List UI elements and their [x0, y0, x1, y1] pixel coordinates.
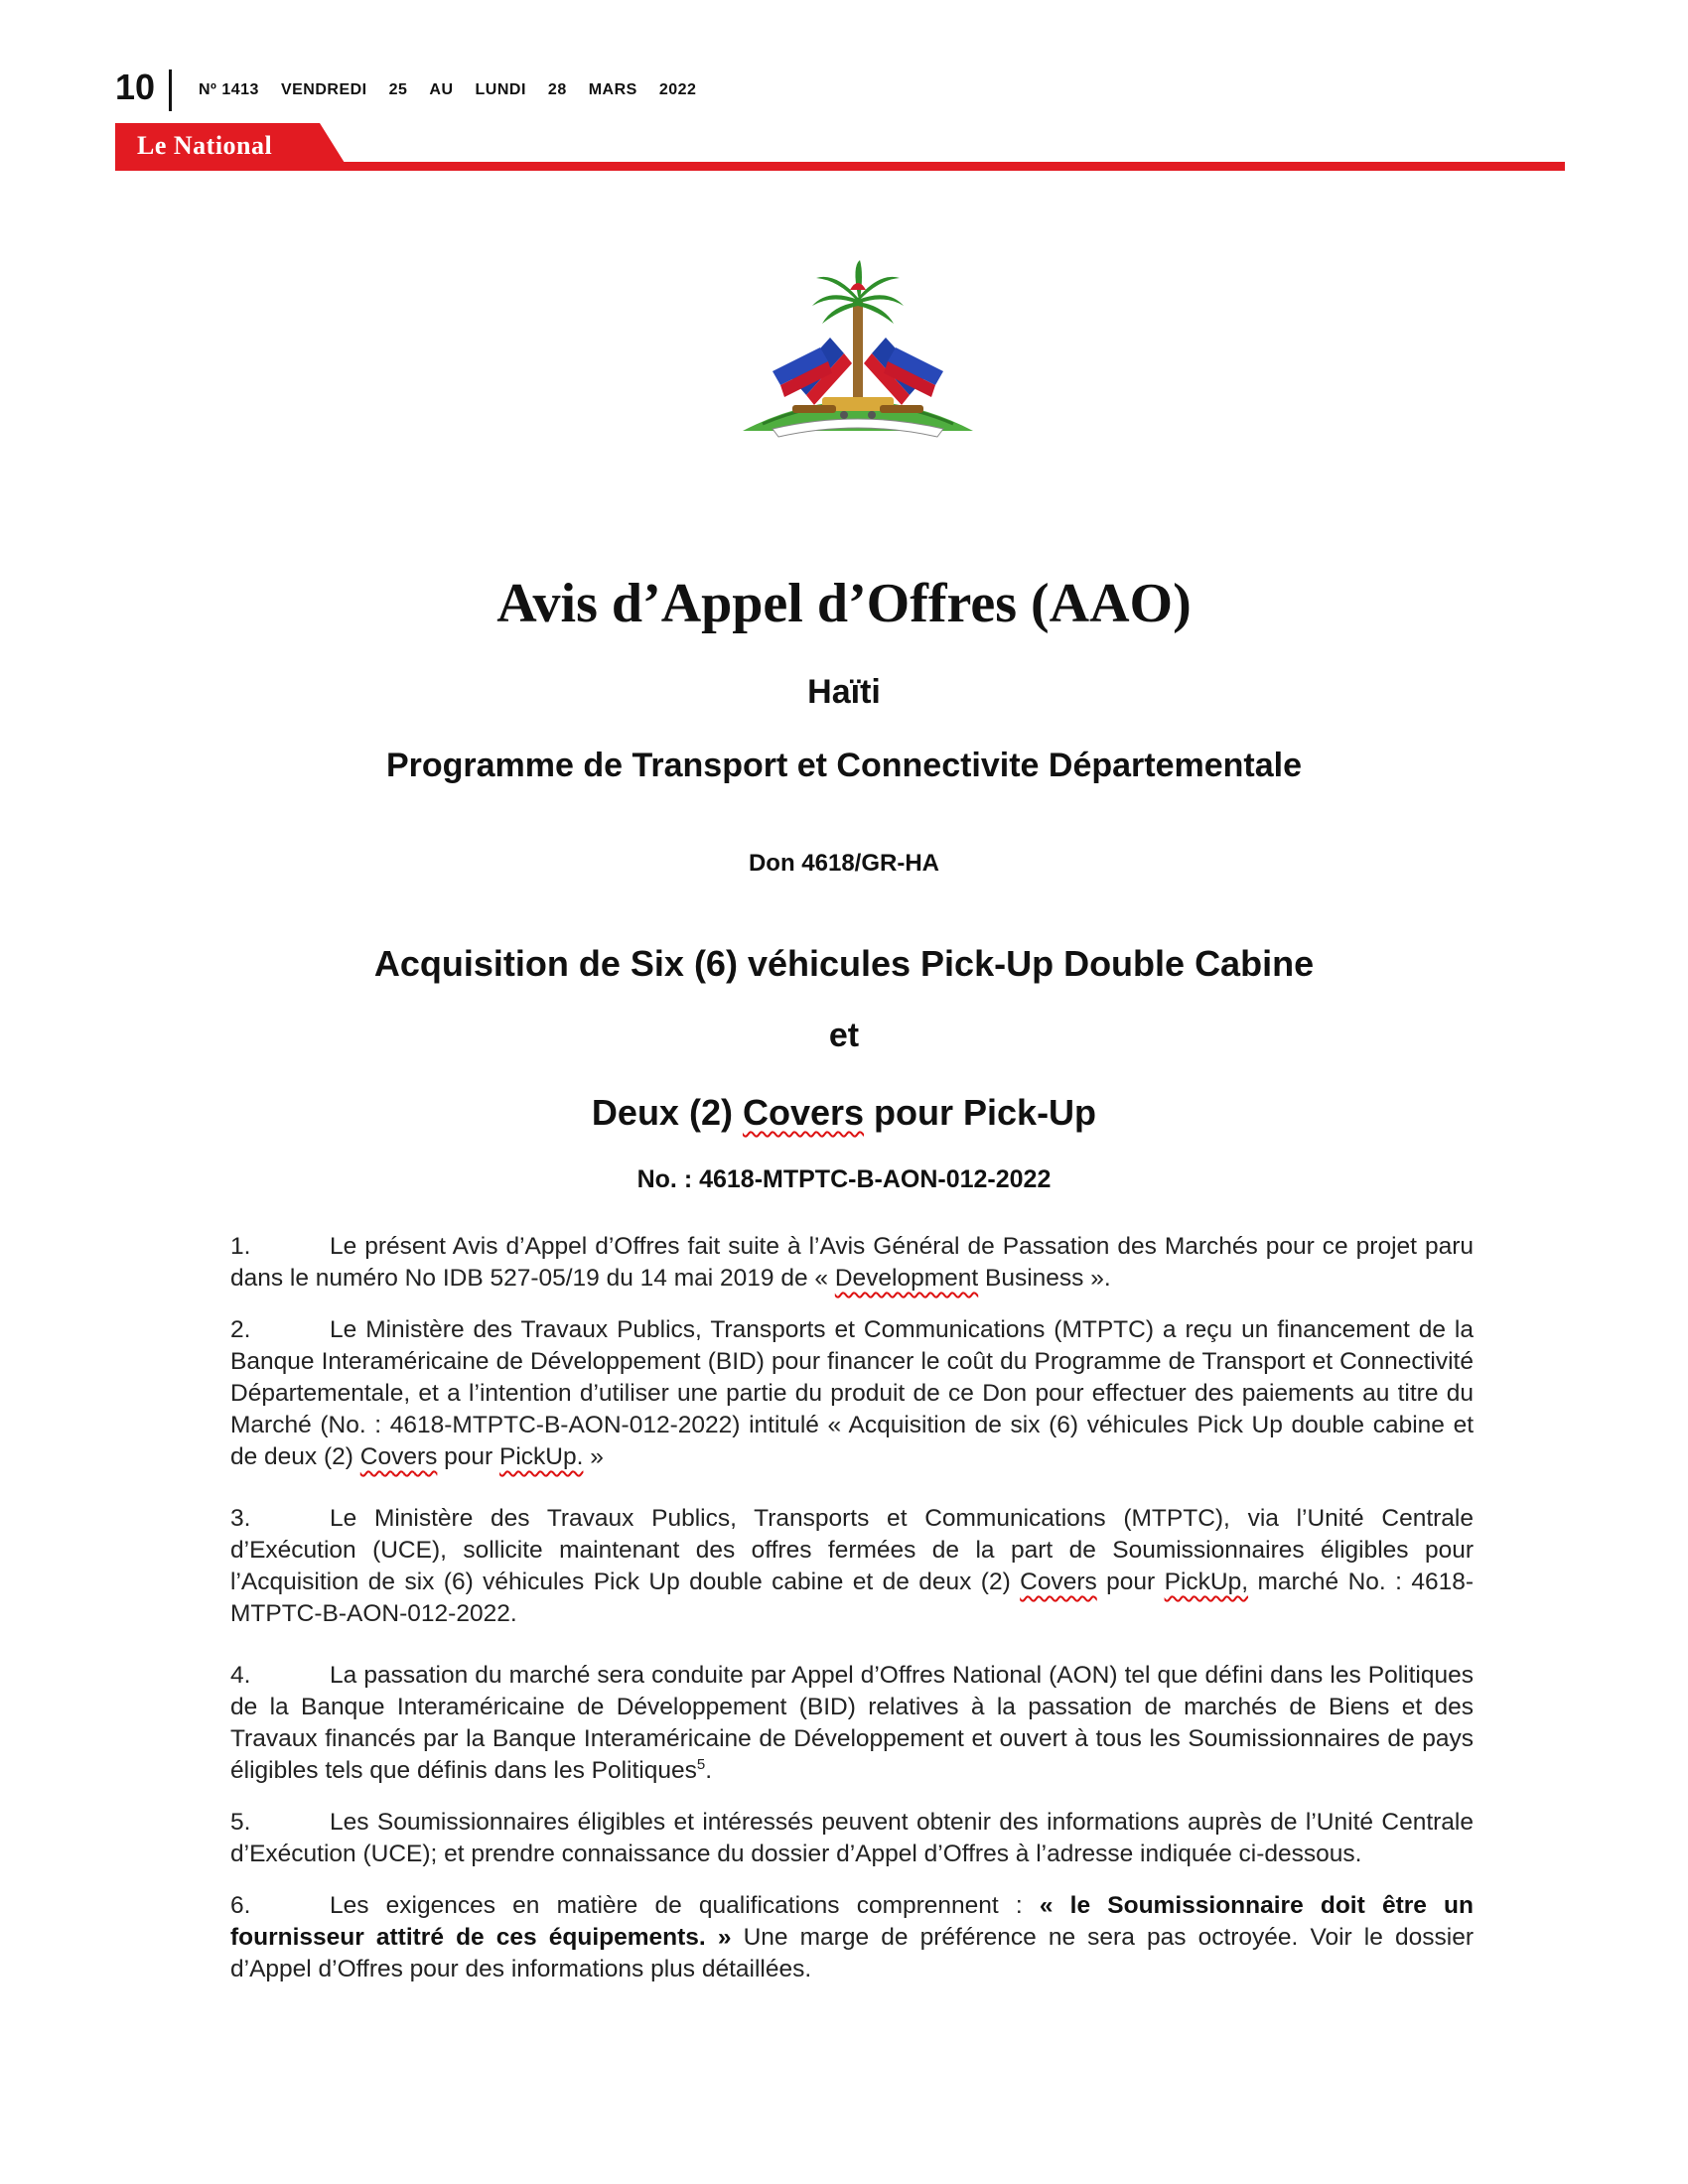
paragraph-4 — [230, 1660, 1474, 1787]
acquisition-line2 — [0, 1092, 1688, 1134]
paragraph-wavy-word: PickUp. — [499, 1443, 584, 1470]
notice-program: Programme de Transport et Connectivite Départementale — [385, 747, 1303, 784]
paragraph-number: 6. — [230, 1892, 251, 1919]
paragraph-wavy-word: Covers — [1020, 1569, 1097, 1595]
issue-number: Nº 1413 — [199, 81, 259, 98]
issue-year: 2022 — [658, 81, 697, 98]
issue-line — [199, 81, 718, 99]
paragraph-wavy-word: Covers — [359, 1443, 438, 1470]
notice-title: Avis d’Appel d’Offres (AAO) — [496, 573, 1192, 634]
brand-logo-text: Le National — [137, 131, 273, 160]
header-divider — [169, 69, 172, 111]
paragraph-3 — [230, 1503, 1474, 1630]
issue-au: AU — [429, 81, 454, 98]
paragraph-text: Le présent Avis d’Appel d’Offres fait suite à l’Avis Général de Passation des Marchés pour ce projet paru dans le numéro No IDB 527-05/19 du 14 mai 2019 de « — [230, 1233, 1474, 1292]
paragraph-text: Business ». — [978, 1265, 1111, 1292]
paragraph-bold-text: « le Soumissionnaire doit être un fournisseur attitré de ces équipements. » — [230, 1892, 1474, 1951]
paragraph-text: pour — [1096, 1569, 1165, 1595]
paragraph-text: Le Ministère des Travaux Publics, Transports et Communications (MTPTC) a reçu un financement de la Banque Interaméricaine de Développement (BID) pour financer le coût du Programme de Transport et Connectivité Départementale, et a l’intention d’utiliser une partie du produit de ce Don pour effectuer des paiements au titre du Marché (No. : 4618-MTPTC-B-AON-012-2022) intitulé « Acquisition de six (6) véhicules Pick Up double cabine et de deux (2) — [230, 1316, 1474, 1470]
notice-don: Don 4618/GR-HA — [748, 850, 940, 877]
paragraph-text: » — [583, 1443, 604, 1470]
paragraph-5 — [230, 1807, 1474, 1870]
paragraph-number: 2. — [230, 1316, 251, 1343]
paragraph-number: 3. — [230, 1505, 251, 1532]
brand-bar — [115, 123, 1565, 171]
paragraph-text: Les exigences en matière de qualifications comprennent : — [330, 1892, 1040, 1919]
acquisition-covers-word: Covers — [742, 1092, 865, 1133]
paragraph-text: marché No. : 4618-MTPTC-B-AON-012-2022. — [230, 1569, 1474, 1627]
paragraph-number: 4. — [230, 1662, 251, 1689]
paragraph-text: . — [705, 1757, 713, 1784]
paragraph-1 — [230, 1231, 1474, 1295]
haiti-coat-of-arms-icon — [733, 260, 983, 441]
page-number: 10 — [115, 67, 156, 107]
issue-month: MARS — [588, 81, 637, 98]
notice-body — [230, 1231, 1474, 2005]
paragraph-text: La passation du marché sera conduite par Appel d’Offres National (AON) tel que défini dans les Politiques de la Banque Interaméricaine de Développement (BID) relatives à la passation de marchés de Biens et des Travaux financés par la Banque Interaméricaine de Développement et ouvert à tous les Soumissionnaires de pays éligibles tels que définis dans les Politiques — [230, 1662, 1474, 1784]
issue-date1: 25 — [388, 81, 408, 98]
paragraph-2 — [230, 1314, 1474, 1473]
notice-reference: No. : 4618-MTPTC-B-AON-012-2022 — [636, 1165, 1052, 1193]
acquisition-and: et — [828, 1017, 860, 1054]
acquisition-line1: Acquisition de Six (6) véhicules Pick-Up Double Cabine — [373, 943, 1315, 984]
paragraph-6 — [230, 1890, 1474, 1985]
paragraph-text: pour — [437, 1443, 500, 1470]
issue-date2: 28 — [547, 81, 567, 98]
paragraph-text: Une marge de préférence ne sera pas octroyée. Voir le dossier d’Appel d’Offres pour des informations plus détaillées. — [230, 1924, 1474, 1982]
notice-country: Haïti — [807, 673, 881, 711]
paragraph-number: 1. — [230, 1233, 251, 1260]
paragraph-wavy-word: Development — [834, 1265, 979, 1292]
paragraph-text: Le Ministère des Travaux Publics, Transports et Communications (MTPTC), via l’Unité Centrale d’Exécution (UCE), sollicite maintenant des offres fermées de la part de Soumissionnaires éligibles pour l’Acquisition de six (6) véhicules Pick Up double cabine et de deux (2) — [230, 1505, 1474, 1595]
acquisition-line2-post: pour Pick-Up — [864, 1092, 1097, 1133]
paragraph-wavy-word: PickUp, — [1164, 1569, 1249, 1595]
paragraph-text: Les Soumissionnaires éligibles et intéressés peuvent obtenir des informations auprès de l’Unité Centrale d’Exécution (UCE); et prendre connaissance du dossier d’Appel d’Offres à l’adresse indiquée ci-dessous. — [230, 1809, 1474, 1867]
paragraph-number: 5. — [230, 1809, 251, 1836]
acquisition-line2-pre: Deux (2) — [591, 1092, 743, 1133]
issue-day1: VENDREDI — [280, 81, 367, 98]
footnote-marker: 5 — [696, 1755, 706, 1773]
issue-day2: LUNDI — [475, 81, 526, 98]
